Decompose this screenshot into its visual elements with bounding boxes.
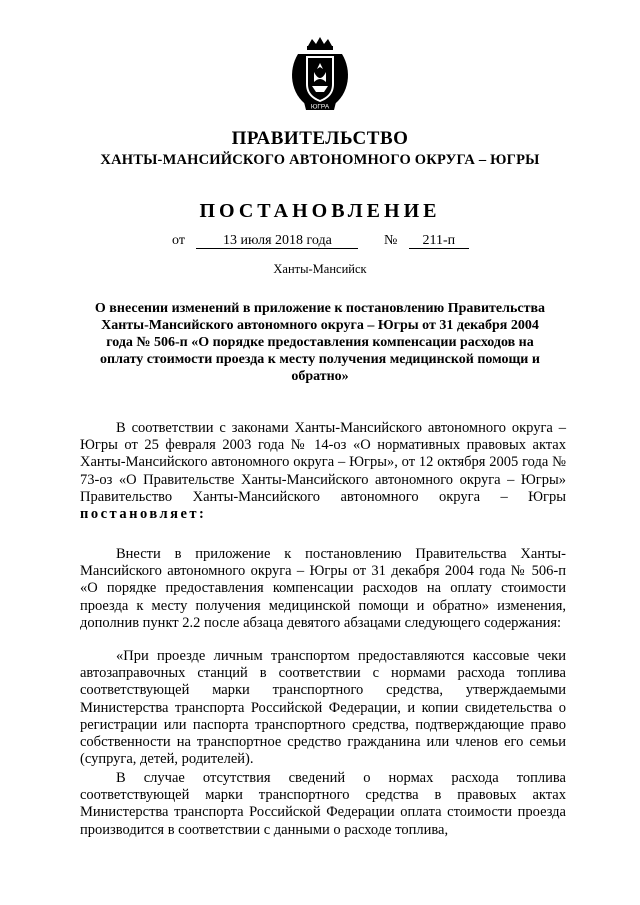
government-subtitle: ХАНТЫ-МАНСИЙСКОГО АВТОНОМНОГО ОКРУГА – ЮГРЫ	[100, 152, 540, 168]
city-name: Ханты-Мансийск	[273, 262, 367, 276]
government-title: ПРАВИТЕЛЬСТВО	[231, 128, 409, 149]
subject-title: О внесении изменений в приложение к постановлению Правительства Ханты-Мансийского автономного округа – Югры от 31 декабря 2004 года № 506-п «О порядке предоставления компенсации расходов на оплату стоимости проезда к месту получения медицинской помощи и обратно»	[94, 301, 546, 384]
preamble-text: В соответствии с законами Ханты-Мансийского автономного округа – Югры от 25 февраля 2003 года № 14-оз «О нормативных правовых актах Ханты-Мансийского автономного округа – Югры», от 12 октября 2005 года № 73-оз «О Правительстве Ханты-Мансийского автономного округа – Югры» Правительство Ханты-Мансийского автономного округа – Югры	[80, 420, 566, 505]
quoted-paragraph-2: В случае отсутствия сведений о нормах расхода топлива соответствующей марки транспортного средства в правовых актах Министерства транспорта Российской Федерации оплата стоимости проезда производится в соответствии с данными о расходе топлива,	[80, 770, 566, 838]
date-label: от	[172, 233, 185, 248]
decree-word: постановляет:	[80, 506, 207, 523]
number-value: 211-п	[409, 233, 469, 249]
document-type: ПОСТАНОВЛЕНИЕ	[199, 200, 441, 222]
preamble-paragraph	[80, 420, 566, 523]
date-number-line	[172, 233, 469, 249]
coat-of-arms-icon	[284, 36, 356, 116]
number-label: №	[383, 233, 398, 248]
emblem-banner-text: ЮГРА	[310, 103, 330, 111]
quoted-paragraph-1: «При проезде личным транспортом предоставляются кассовые чеки автозаправочных станций в соответствии с нормами расхода топлива соответствующей марки транспортного средства, утверждаемыми Министерства транспорта Российской Федерации, и копии свидетельства о регистрации или паспорта транспортного средства, подтверждающие право собственности на транспортное средство гражданина или членов его семьи (супруга, детей, родителей).	[80, 648, 566, 768]
amendment-paragraph: Внести в приложение к постановлению Правительства Ханты-Мансийского автономного округа – Югры от 31 декабря 2004 года № 506-п «О порядке предоставления компенсации расходов на оплату стоимости проезда к месту получения медицинской помощи и обратно» изменения, дополнив пункт 2.2 после абзаца девятого абзацами следующего содержания:	[80, 546, 566, 631]
date-value: 13 июля 2018 года	[196, 233, 358, 249]
